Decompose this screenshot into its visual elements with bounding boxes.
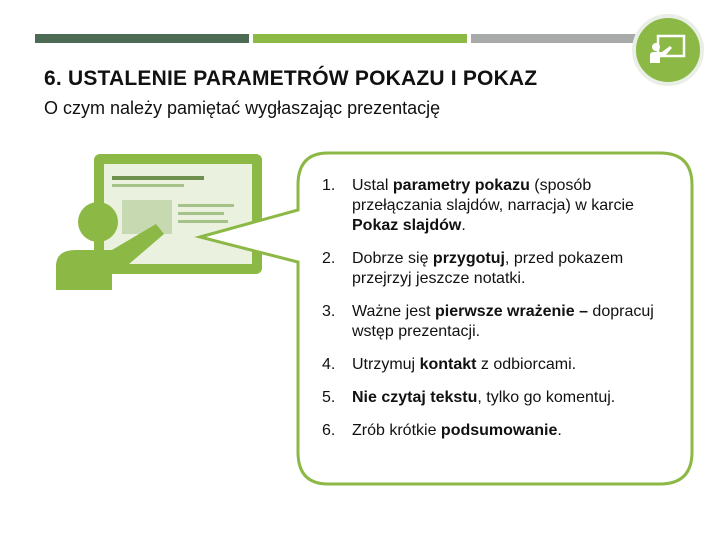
plain-text: . [557, 422, 562, 439]
emphasis-text: Nie czytaj tekstu [352, 389, 478, 406]
list-item-text [352, 388, 682, 408]
emphasis-text: pierwsze wrażenie – [435, 303, 588, 320]
list-item-number: 2. [322, 250, 336, 267]
list-item [322, 176, 682, 236]
list-item-text [352, 302, 682, 342]
emphasis-text: kontakt [419, 356, 477, 373]
plain-text: , tylko go komentuj. [477, 389, 616, 406]
list-item [322, 388, 682, 408]
list-item-number: 6. [322, 422, 336, 439]
plain-text: Dobrze się [352, 250, 433, 267]
emphasis-text: przygotuj [432, 250, 505, 267]
emphasis-text: Pokaz slajdów [352, 217, 462, 234]
plain-text: , przed pokazem przejrzyj jeszcze notatki. [352, 250, 624, 287]
list-item [322, 421, 682, 441]
list-item [322, 302, 682, 342]
emphasis-text: podsumowanie [440, 422, 558, 439]
list-item [322, 249, 682, 289]
list-item-text [352, 176, 682, 236]
list-item-text [352, 249, 682, 289]
tips-list [322, 176, 682, 454]
page-subtitle: O czym należy pamiętać wygłaszając prezentację [44, 98, 441, 118]
list-item-number: 5. [322, 389, 336, 406]
plain-text: dopracuj wstęp prezentacji. [352, 303, 654, 340]
list-item-number: 3. [322, 303, 336, 320]
page-title: 6. USTALENIE PARAMETRÓW POKAZU I POKAZ [44, 67, 538, 90]
plain-text: Zrób krótkie [352, 422, 441, 439]
plain-text: z odbiorcami. [476, 356, 577, 373]
list-item-text [352, 355, 682, 375]
plain-text: Ustal [352, 177, 393, 194]
list-item-number: 1. [322, 177, 336, 194]
list-item [322, 355, 682, 375]
emphasis-text: parametry pokazu [392, 177, 530, 194]
plain-text: . [461, 217, 466, 234]
plain-text: Utrzymuj [352, 356, 420, 373]
plain-text: (sposób przełączania slajdów, narracja) w karcie [352, 177, 634, 214]
list-item-text [352, 421, 682, 441]
plain-text: Ważne jest [352, 303, 435, 320]
list-item-number: 4. [322, 356, 336, 373]
